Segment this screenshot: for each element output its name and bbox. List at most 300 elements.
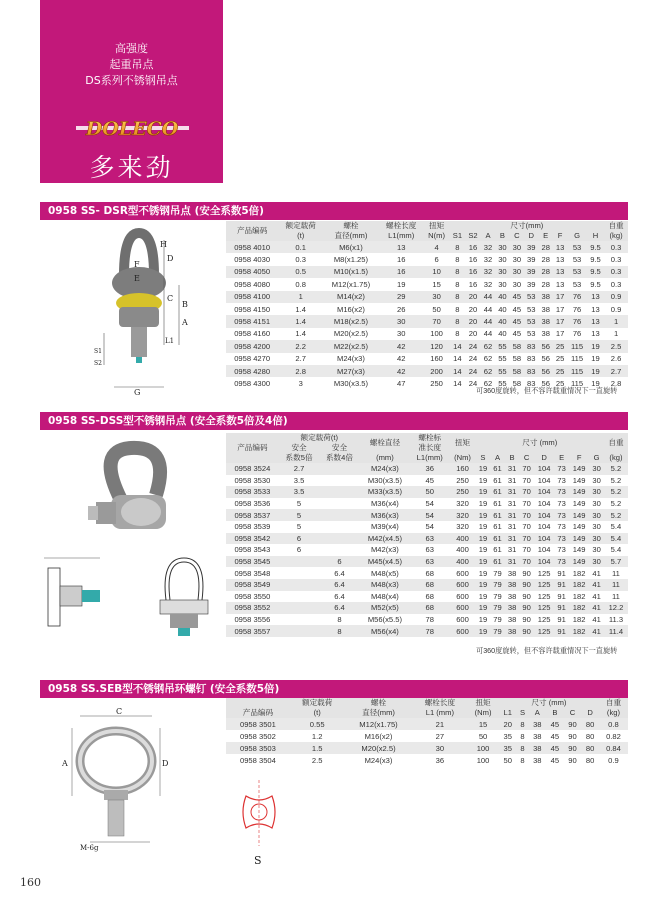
- table-cell: 38: [528, 754, 546, 766]
- table-row: [226, 591, 628, 603]
- table-cell: 30: [495, 278, 509, 290]
- table-cell: M12(x1.75): [344, 718, 412, 730]
- col-header: (t): [290, 708, 345, 718]
- table-cell: [279, 556, 319, 568]
- table-cell: 70: [424, 315, 450, 327]
- table-cell: 182: [569, 591, 589, 603]
- table-cell: 50: [467, 730, 499, 742]
- table-cell: 5: [279, 509, 319, 521]
- table-cell: 73: [554, 463, 569, 475]
- table-cell: 42: [379, 353, 424, 365]
- table-cell: 182: [569, 579, 589, 591]
- table-cell: 115: [567, 353, 586, 365]
- table-cell: 9.5: [587, 278, 604, 290]
- dss-rotation-note: 可360度旋转，但不容许载重情况下一直旋转: [476, 646, 618, 655]
- table-cell: 55: [495, 365, 509, 377]
- dim-label-s: S: [254, 854, 262, 867]
- product-code-cell: 0958 3543: [226, 544, 279, 556]
- table-cell: 400: [449, 556, 475, 568]
- table-cell: 63: [410, 533, 449, 545]
- table-cell: 3.5: [279, 486, 319, 498]
- table-row: [226, 475, 628, 487]
- table-cell: 45: [410, 475, 449, 487]
- table-cell: 53: [524, 291, 538, 303]
- product-code-cell: 0958 3548: [226, 567, 279, 579]
- table-cell: M39(x4): [360, 521, 410, 533]
- table-cell: 41: [589, 579, 604, 591]
- table-cell: 58: [510, 377, 524, 389]
- table-cell: 79: [490, 614, 505, 626]
- table-cell: 104: [534, 475, 554, 487]
- table-cell: M16(x2): [344, 730, 412, 742]
- table-cell: 30: [589, 544, 604, 556]
- table-cell: 38: [538, 291, 552, 303]
- col-header: B: [546, 708, 564, 718]
- table-cell: 38: [538, 303, 552, 315]
- table-cell: 76: [567, 328, 586, 340]
- table-cell: 45: [510, 328, 524, 340]
- table-cell: 600: [449, 602, 475, 614]
- table-cell: 0.9: [599, 754, 628, 766]
- col-header: [226, 698, 290, 708]
- product-code-cell: 0958 3503: [226, 742, 290, 754]
- table-cell: 61: [490, 521, 505, 533]
- col-header: (t): [278, 231, 323, 241]
- table-cell: 30: [589, 498, 604, 510]
- hero-line-3: DS系列不锈钢吊点: [85, 74, 178, 87]
- product-code-cell: 0958 4010: [226, 241, 278, 253]
- table-cell: 320: [449, 498, 475, 510]
- table-cell: 41: [589, 602, 604, 614]
- table-cell: 28: [538, 253, 552, 265]
- table-cell: 6.4: [319, 579, 359, 591]
- table-cell: 1.4: [278, 328, 323, 340]
- table-cell: 16: [465, 266, 481, 278]
- seb-section-title: 0958 SS.SEB型不锈钢吊环螺钉 (安全系数5倍): [40, 680, 628, 698]
- table-cell: 91: [554, 591, 569, 603]
- table-cell: 1: [278, 291, 323, 303]
- table-cell: 149: [569, 463, 589, 475]
- col-header: H: [587, 231, 604, 241]
- table-cell: 400: [449, 533, 475, 545]
- table-cell: 19: [476, 591, 491, 603]
- table-cell: 38: [505, 591, 520, 603]
- table-cell: 11.3: [604, 614, 628, 626]
- table-cell: 8: [319, 625, 359, 637]
- table-cell: 61: [490, 463, 505, 475]
- dsr-drawing: [94, 225, 204, 395]
- table-cell: 50: [499, 754, 517, 766]
- table-cell: 0.82: [599, 730, 628, 742]
- col-header: L1: [499, 708, 517, 718]
- table-cell: 10: [424, 266, 450, 278]
- col-header: 直径(mm): [344, 708, 412, 718]
- table-cell: 104: [534, 486, 554, 498]
- dim-label-c: C: [167, 294, 174, 303]
- table-cell: 90: [519, 614, 534, 626]
- table-cell: [319, 544, 359, 556]
- table-row: [226, 463, 628, 475]
- dsr-spec-table: [226, 221, 628, 390]
- table-cell: 39: [524, 278, 538, 290]
- table-row: [226, 567, 628, 579]
- table-cell: 90: [519, 567, 534, 579]
- table-cell: 15: [424, 278, 450, 290]
- table-cell: 58: [510, 365, 524, 377]
- table-cell: 53: [524, 303, 538, 315]
- table-cell: 31: [505, 463, 520, 475]
- table-cell: 19: [476, 486, 491, 498]
- table-cell: M42(x4.5): [360, 533, 410, 545]
- col-header: 螺栓: [344, 698, 412, 708]
- table-cell: 8: [450, 315, 466, 327]
- table-cell: 58: [510, 353, 524, 365]
- table-cell: 12.2: [604, 602, 628, 614]
- table-cell: 30: [510, 266, 524, 278]
- table-cell: 3: [278, 377, 323, 389]
- col-header: 自重: [599, 698, 628, 708]
- table-cell: M20(x2.5): [344, 742, 412, 754]
- table-cell: 30: [379, 328, 424, 340]
- table-cell: 41: [589, 591, 604, 603]
- table-cell: 31: [505, 521, 520, 533]
- dim-label-e: E: [134, 274, 140, 283]
- table-row: [226, 742, 628, 754]
- table-cell: 90: [564, 754, 582, 766]
- table-cell: 80: [581, 742, 599, 754]
- col-header: 尺寸 (mm): [499, 698, 599, 708]
- product-code-cell: 0958 4050: [226, 266, 278, 278]
- table-cell: 73: [554, 544, 569, 556]
- table-cell: 68: [410, 591, 449, 603]
- table-cell: 73: [554, 486, 569, 498]
- table-cell: 36: [413, 754, 468, 766]
- product-code-cell: 0958 3542: [226, 533, 279, 545]
- dim-label-h: H: [160, 240, 167, 249]
- table-cell: 79: [490, 567, 505, 579]
- table-cell: 91: [554, 567, 569, 579]
- product-code-cell: 0958 3502: [226, 730, 290, 742]
- table-cell: 2.2: [278, 340, 323, 352]
- table-cell: 30: [589, 509, 604, 521]
- table-cell: 14: [450, 340, 466, 352]
- table-row: [226, 253, 628, 265]
- table-cell: 62: [481, 353, 495, 365]
- table-cell: 28: [538, 278, 552, 290]
- table-row: [226, 556, 628, 568]
- table-cell: 0.3: [278, 253, 323, 265]
- table-cell: 19: [476, 521, 491, 533]
- table-cell: 38: [528, 742, 546, 754]
- table-cell: 115: [567, 365, 586, 377]
- col-header: C: [510, 231, 524, 241]
- table-cell: 14: [450, 365, 466, 377]
- product-code-cell: 0958 3533: [226, 486, 279, 498]
- table-cell: M56(x5.5): [360, 614, 410, 626]
- product-code-cell: 0958 3524: [226, 463, 279, 475]
- table-cell: 0.84: [599, 742, 628, 754]
- col-header: 扭矩: [467, 698, 499, 708]
- brand-chinese-name: 多来劲: [89, 153, 174, 182]
- table-cell: 80: [581, 718, 599, 730]
- col-header: F: [553, 231, 567, 241]
- table-cell: [319, 533, 359, 545]
- table-cell: 149: [569, 521, 589, 533]
- product-code-cell: 0958 3545: [226, 556, 279, 568]
- table-cell: 31: [505, 556, 520, 568]
- table-cell: M33(x3.5): [360, 486, 410, 498]
- doleco-logo: [76, 117, 189, 139]
- table-cell: 149: [569, 556, 589, 568]
- table-cell: 104: [534, 544, 554, 556]
- table-cell: 91: [554, 614, 569, 626]
- table-cell: 70: [519, 486, 534, 498]
- col-header: E: [538, 231, 552, 241]
- col-header: 扭矩: [449, 433, 475, 453]
- table-cell: 31: [505, 533, 520, 545]
- table-cell: 45: [510, 303, 524, 315]
- table-cell: M52(x5): [360, 602, 410, 614]
- table-cell: 17: [553, 291, 567, 303]
- table-cell: 47: [379, 377, 424, 389]
- table-row: [226, 340, 628, 352]
- dss-section-title: 0958 SS-DSS型不锈钢吊点 (安全系数5倍及4倍): [40, 412, 628, 430]
- page-number: 160: [20, 876, 41, 889]
- col-header: 螺栓长度: [379, 221, 424, 231]
- table-cell: 20: [465, 328, 481, 340]
- table-cell: 55: [495, 353, 509, 365]
- product-code-cell: 0958 4160: [226, 328, 278, 340]
- table-cell: 31: [505, 544, 520, 556]
- table-cell: 38: [505, 579, 520, 591]
- product-code-cell: 0958 3536: [226, 498, 279, 510]
- table-cell: 31: [505, 509, 520, 521]
- table-cell: 30: [424, 291, 450, 303]
- table-cell: 76: [567, 303, 586, 315]
- col-header: 系数4倍: [319, 453, 359, 463]
- table-cell: 182: [569, 567, 589, 579]
- dim-label-l1: L1: [165, 337, 175, 345]
- table-cell: 125: [534, 625, 554, 637]
- table-cell: 149: [569, 498, 589, 510]
- col-header: S2: [465, 231, 481, 241]
- col-header: (kg): [604, 231, 628, 241]
- table-cell: 25: [553, 365, 567, 377]
- table-cell: 0.3: [604, 266, 628, 278]
- dim-label-d: D: [162, 759, 169, 768]
- table-cell: 104: [534, 498, 554, 510]
- table-row: [226, 365, 628, 377]
- dss-photo: [86, 440, 201, 550]
- table-cell: 120: [424, 340, 450, 352]
- table-cell: 91: [554, 625, 569, 637]
- table-cell: 8: [450, 328, 466, 340]
- table-cell: 8: [517, 730, 529, 742]
- table-cell: 73: [554, 498, 569, 510]
- table-row: [226, 754, 628, 766]
- col-header: (kg): [604, 453, 628, 463]
- table-cell: 1: [604, 315, 628, 327]
- table-cell: 1.4: [278, 303, 323, 315]
- col-header: 螺栓直径: [360, 433, 410, 453]
- table-row: [226, 498, 628, 510]
- table-cell: 30: [589, 463, 604, 475]
- col-header: 尺寸 (mm): [476, 433, 604, 453]
- table-cell: 2.5: [290, 754, 345, 766]
- col-header: 螺栓标: [410, 433, 449, 443]
- table-cell: M48(x4): [360, 591, 410, 603]
- table-cell: 19: [476, 533, 491, 545]
- table-cell: 45: [546, 730, 564, 742]
- table-cell: 30: [589, 475, 604, 487]
- table-cell: 320: [449, 509, 475, 521]
- product-code-cell: 0958 3550: [226, 591, 279, 603]
- col-header: C: [519, 453, 534, 463]
- table-cell: 11.4: [604, 625, 628, 637]
- table-cell: 20: [465, 303, 481, 315]
- table-cell: 76: [567, 315, 586, 327]
- table-cell: 100: [424, 328, 450, 340]
- table-cell: 62: [481, 365, 495, 377]
- table-cell: 19: [476, 579, 491, 591]
- table-cell: 19: [476, 463, 491, 475]
- product-code-cell: 0958 3556: [226, 614, 279, 626]
- col-header: 螺栓长度: [413, 698, 468, 708]
- table-cell: 44: [481, 303, 495, 315]
- table-cell: 600: [449, 579, 475, 591]
- table-cell: 73: [554, 533, 569, 545]
- table-cell: 19: [476, 556, 491, 568]
- col-header: (Nm): [467, 708, 499, 718]
- table-cell: 3.5: [279, 475, 319, 487]
- product-code-cell: 0958 3549: [226, 579, 279, 591]
- table-cell: 56: [538, 377, 552, 389]
- table-cell: 30: [510, 241, 524, 253]
- table-row: [226, 315, 628, 327]
- product-code-cell: 0958 4300: [226, 377, 278, 389]
- dim-label-c: C: [116, 707, 123, 716]
- col-header: L1 (mm): [413, 708, 468, 718]
- table-cell: 14: [450, 353, 466, 365]
- col-header: 螺栓: [323, 221, 379, 231]
- table-cell: 16: [379, 253, 424, 265]
- table-cell: 30: [589, 521, 604, 533]
- table-cell: 61: [490, 486, 505, 498]
- table-cell: 53: [524, 328, 538, 340]
- table-cell: 8: [450, 266, 466, 278]
- table-cell: 30: [589, 533, 604, 545]
- table-cell: 29: [379, 291, 424, 303]
- table-cell: 38: [505, 625, 520, 637]
- table-cell: 38: [505, 567, 520, 579]
- table-row: [226, 278, 628, 290]
- table-cell: 17: [553, 315, 567, 327]
- dss-spec-table: [226, 433, 628, 637]
- table-cell: 8: [319, 614, 359, 626]
- table-cell: 19: [476, 475, 491, 487]
- table-cell: 115: [567, 377, 586, 389]
- table-cell: 30: [510, 253, 524, 265]
- table-cell: M20(x2.5): [323, 328, 379, 340]
- table-row: [226, 303, 628, 315]
- product-code-cell: 0958 4030: [226, 253, 278, 265]
- table-cell: 125: [534, 567, 554, 579]
- table-cell: 24: [465, 365, 481, 377]
- product-code-cell: 0958 3539: [226, 521, 279, 533]
- dss-front-drawing: [148, 552, 220, 638]
- table-cell: 90: [564, 718, 582, 730]
- table-cell: 5.4: [604, 521, 628, 533]
- table-cell: 19: [476, 602, 491, 614]
- table-cell: 38: [528, 730, 546, 742]
- table-cell: 54: [410, 521, 449, 533]
- table-cell: 32: [481, 253, 495, 265]
- product-code-cell: 0958 4150: [226, 303, 278, 315]
- table-cell: 1.4: [278, 315, 323, 327]
- table-cell: 19: [476, 544, 491, 556]
- col-header: 产品编码: [226, 433, 279, 463]
- table-cell: M42(x3): [360, 544, 410, 556]
- dsr-rotation-note: 可360度旋转，但不容许载重情况下一直旋转: [476, 386, 618, 395]
- table-cell: 70: [519, 544, 534, 556]
- table-cell: 8: [517, 742, 529, 754]
- col-header: S1: [450, 231, 466, 241]
- table-cell: 80: [581, 730, 599, 742]
- table-cell: 600: [449, 614, 475, 626]
- table-cell: 9.5: [587, 253, 604, 265]
- table-cell: 600: [449, 591, 475, 603]
- table-cell: 19: [476, 498, 491, 510]
- table-cell: [279, 602, 319, 614]
- table-cell: 0.3: [604, 241, 628, 253]
- table-cell: 24: [465, 353, 481, 365]
- table-cell: 79: [490, 591, 505, 603]
- table-cell: 91: [554, 602, 569, 614]
- table-cell: 38: [528, 718, 546, 730]
- hero-banner: [40, 0, 223, 183]
- col-header: (kg): [599, 708, 628, 718]
- table-cell: M12(x1.75): [323, 278, 379, 290]
- table-cell: 70: [519, 475, 534, 487]
- table-cell: 73: [554, 475, 569, 487]
- table-cell: [319, 509, 359, 521]
- table-cell: 39: [524, 241, 538, 253]
- table-cell: 160: [424, 353, 450, 365]
- table-cell: 30: [589, 486, 604, 498]
- table-cell: [279, 591, 319, 603]
- table-cell: 104: [534, 463, 554, 475]
- table-cell: 13: [553, 266, 567, 278]
- product-code-cell: 0958 4080: [226, 278, 278, 290]
- table-cell: 61: [490, 556, 505, 568]
- table-cell: M14(x2): [323, 291, 379, 303]
- table-cell: 62: [481, 377, 495, 389]
- table-cell: 100: [467, 754, 499, 766]
- table-cell: 63: [410, 556, 449, 568]
- table-cell: 90: [564, 730, 582, 742]
- col-header: L1(mm): [379, 231, 424, 241]
- col-header: A: [481, 231, 495, 241]
- table-row: [226, 509, 628, 521]
- table-cell: 0.9: [604, 291, 628, 303]
- table-cell: 90: [519, 579, 534, 591]
- table-cell: M10(x1.5): [323, 266, 379, 278]
- table-cell: 2.5: [604, 340, 628, 352]
- table-cell: 5.2: [604, 509, 628, 521]
- table-cell: 2.8: [604, 377, 628, 389]
- dim-label-g: G: [134, 388, 141, 395]
- product-code-cell: 0958 3504: [226, 754, 290, 766]
